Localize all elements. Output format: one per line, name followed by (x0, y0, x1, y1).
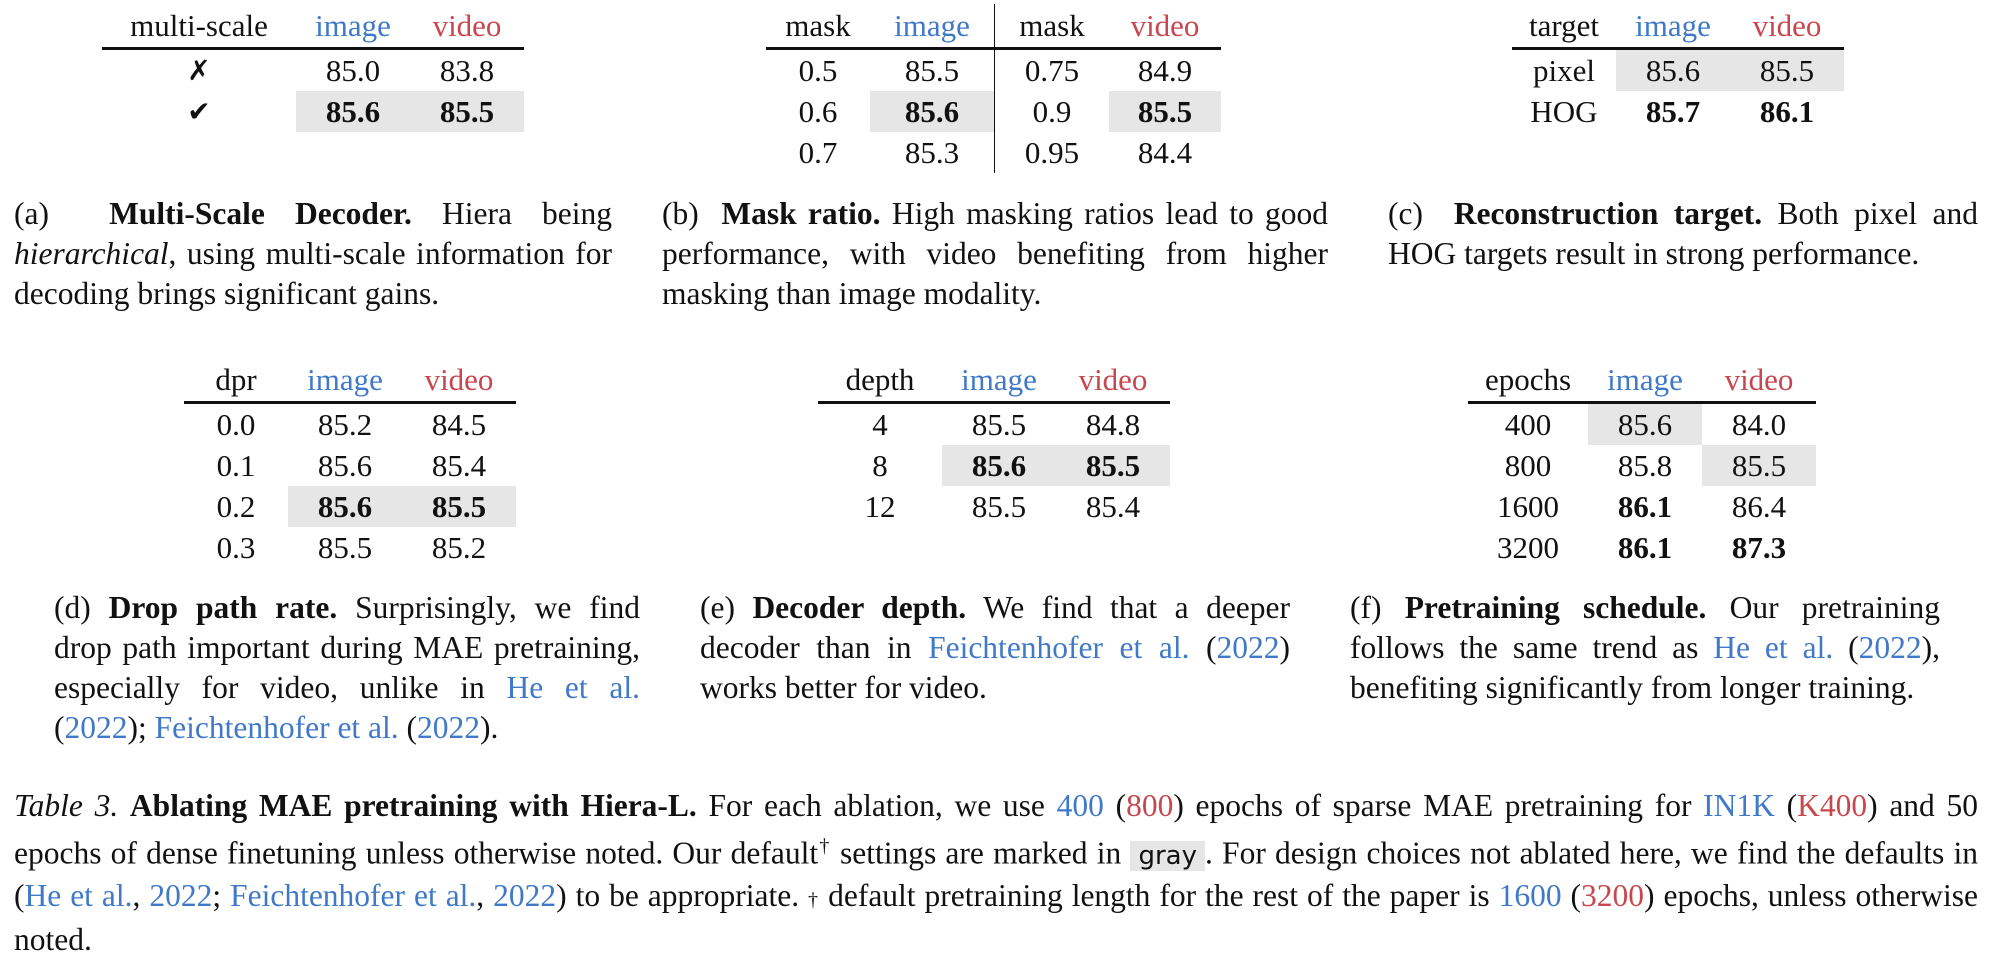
citation-link[interactable]: He et al. (1713, 630, 1834, 665)
mask-value: 0.9 (995, 91, 1110, 132)
citation-link[interactable]: He et al. (24, 877, 133, 913)
citation-link[interactable]: Feichtenhofer et al. (230, 877, 477, 913)
image-value: 85.8 (1617, 448, 1673, 483)
col-header-depth: depth (818, 358, 942, 403)
caption-e: (e) Decoder depth. We find that a deeper decoder than in Feichtenhofer et al. (2022) works better for video. (700, 590, 1291, 705)
gray-swatch: gray (1130, 841, 1205, 871)
col-header-image: image (942, 358, 1056, 403)
mask-value: 0.7 (798, 135, 838, 170)
table-row (102, 91, 524, 132)
table-row (1512, 49, 1844, 92)
col-header-video: video (1702, 358, 1816, 403)
depth-value: 8 (872, 448, 888, 483)
caption-label: (c) (1388, 196, 1423, 231)
check-icon: ✔ (187, 94, 211, 128)
caption-text: and 50 epochs of dense finetuning unless otherwise noted. Our default (14, 788, 1979, 871)
cross-icon: ✗ (187, 53, 211, 87)
caption-label: (e) (700, 590, 735, 625)
epochs-image-link[interactable]: 1600 (1498, 877, 1562, 913)
table-d (184, 358, 516, 568)
caption-label: (d) (54, 590, 91, 625)
video-value: 85.5 (410, 91, 524, 132)
table-row (1468, 486, 1816, 527)
citation-link[interactable]: He et al. (506, 670, 640, 705)
dpr-value: 0.3 (216, 530, 256, 565)
caption-emphasis: hierarchical (14, 236, 169, 271)
table-row (766, 132, 1221, 173)
citation-year-link[interactable]: 2022 (1858, 630, 1922, 665)
image-value: 85.6 (288, 486, 402, 527)
caption-text: . For design choices not ablated here, we find the defaults in ( (14, 835, 1979, 913)
caption-text: ; (138, 710, 155, 745)
table-row (1468, 445, 1816, 486)
image-value: 86.1 (1617, 530, 1673, 565)
image-value: 85.5 (317, 530, 373, 565)
caption-b (662, 194, 1328, 314)
col-header-image: image (1588, 358, 1702, 403)
target-value: HOG (1530, 94, 1598, 129)
citation-year-link[interactable]: 2022 (64, 710, 128, 745)
dataset-video-link[interactable]: K400 (1797, 788, 1868, 823)
mask-value: 0.95 (995, 132, 1110, 173)
caption-title: Mask ratio. (721, 196, 881, 231)
mask-value: 0.6 (798, 94, 838, 129)
table-row (818, 486, 1170, 527)
epochs-value: 800 (1504, 448, 1552, 483)
caption-text: . (490, 710, 499, 745)
caption-a (14, 194, 612, 314)
col-header-image: image (296, 4, 410, 49)
video-value: 85.2 (431, 530, 487, 565)
table-row (184, 486, 516, 527)
col-header-video: video (1056, 358, 1170, 403)
video-value: 83.8 (439, 53, 495, 88)
col-header-multi-scale: multi-scale (102, 4, 296, 49)
video-value: 87.3 (1731, 530, 1787, 565)
drop-path-rate-table (184, 358, 516, 568)
image-value: 85.0 (325, 53, 381, 88)
citation-year-link[interactable]: 2022 (417, 710, 481, 745)
table-caption: Table 3. Ablating MAE pretraining with Hiera-L. For each ablation, we use 400 (800) epochs of sparse MAE pretraining for IN1K (K400) and 50 epochs of dense finetuning unless otherwise noted. Our default† settings are marked in gray . For design choices not ablated here, we find the defaults in (He et al., 2022; Feichtenhofer et al., 2022) to be appropriate. † default pretraining length for the rest of the paper is 1600 (3200) epochs, unless otherwise noted. (14, 788, 1979, 957)
table-row (1468, 403, 1816, 446)
caption-text: settings are marked in (830, 835, 1131, 871)
caption-label: (a) (14, 196, 49, 231)
mask-ratio-table (766, 4, 1221, 173)
col-header-image: image (870, 4, 995, 49)
video-value: 85.5 (402, 486, 516, 527)
table-e (818, 358, 1170, 527)
citation-year-link[interactable]: 2022 (1216, 630, 1280, 665)
caption-text: High masking ratios lead to good performance, with video benefiting from higher masking than image modality. (662, 196, 1329, 311)
table-row (102, 49, 524, 92)
caption-text: epochs, unless otherwise noted. (14, 877, 1978, 957)
table-row (818, 403, 1170, 446)
col-header-video: video (410, 4, 524, 49)
table-c (1512, 4, 1844, 132)
epochs-value: 400 (1504, 407, 1552, 442)
image-value: 85.5 (971, 407, 1027, 442)
caption-text: We find that a deeper decoder than in (700, 590, 1291, 665)
image-value: 85.6 (1588, 403, 1702, 446)
citation-link[interactable]: Feichtenhofer et al. (928, 630, 1190, 665)
caption-text: , using multi-scale information for decoding brings significant gains. (14, 236, 612, 311)
image-value: 85.6 (942, 445, 1056, 486)
caption-f: (f) Pretraining schedule. Our pretraining follows the same trend as He et al. (2022), benefiting significantly from longer training. (1350, 590, 1941, 705)
col-header-mask: mask (995, 4, 1110, 49)
video-value: 84.8 (1085, 407, 1141, 442)
caption-c (1388, 194, 1978, 274)
image-value: 85.7 (1645, 94, 1701, 129)
image-value: 85.5 (971, 489, 1027, 524)
table-row (766, 91, 1221, 132)
caption-label: (b) (662, 196, 699, 231)
image-value: 85.6 (1616, 49, 1730, 92)
table-row (818, 445, 1170, 486)
table-row (766, 49, 1221, 92)
caption-text: Both pixel and HOG targets result in strong performance. (1388, 196, 1978, 271)
caption-text: epochs of sparse MAE pretraining for (1183, 788, 1704, 823)
table-label: Table 3. (14, 788, 119, 823)
dpr-value: 0.0 (216, 407, 256, 442)
mask-value: 0.75 (995, 49, 1110, 92)
citation-year-link[interactable]: 2022 (493, 877, 557, 913)
dagger-mark: † (818, 835, 831, 857)
caption-title: Decoder depth. (752, 590, 967, 625)
image-value: 86.1 (1617, 489, 1673, 524)
caption-text: default pretraining length for the rest of the paper is (819, 877, 1499, 913)
caption-title: Reconstruction target. (1453, 196, 1763, 231)
table-row (184, 445, 516, 486)
caption-title: Multi-Scale Decoder. (109, 196, 412, 231)
caption-text: For each ablation, we use (708, 788, 1057, 823)
video-value: 84.0 (1731, 407, 1787, 442)
citation-year-link[interactable]: 2022 (149, 877, 213, 913)
epochs-value: 1600 (1497, 489, 1559, 524)
image-value: 85.3 (904, 135, 960, 170)
depth-value: 4 (872, 407, 888, 442)
caption-label: (f) (1350, 590, 1382, 625)
table-row (184, 527, 516, 568)
table-a (102, 4, 524, 132)
table-row (1468, 527, 1816, 568)
reconstruction-target-table (1512, 4, 1844, 132)
dagger-mark: † (808, 888, 820, 911)
dpr-value: 0.1 (216, 448, 256, 483)
table-title: Ablating MAE pretraining with Hiera-L. (129, 788, 697, 823)
col-header-video: video (402, 358, 516, 403)
epochs-value: 3200 (1497, 530, 1559, 565)
table-f (1468, 358, 1816, 568)
epochs-image-link[interactable]: 400 (1056, 788, 1104, 823)
table-row (1512, 91, 1844, 132)
image-value: 85.6 (296, 91, 410, 132)
col-header-dpr: dpr (184, 358, 288, 403)
image-value: 85.5 (904, 53, 960, 88)
video-value: 84.4 (1137, 135, 1193, 170)
dataset-image-link[interactable]: IN1K (1703, 788, 1775, 823)
pretraining-schedule-table (1468, 358, 1816, 568)
caption-text: Hiera being (441, 196, 613, 231)
col-header-target: target (1512, 4, 1616, 49)
video-value: 85.4 (431, 448, 487, 483)
video-value: 85.5 (1702, 445, 1816, 486)
epochs-video-link[interactable]: 3200 (1581, 877, 1645, 913)
video-value: 85.5 (1109, 91, 1221, 132)
video-value: 84.5 (431, 407, 487, 442)
epochs-video-link[interactable]: 800 (1126, 788, 1174, 823)
image-value: 85.2 (317, 407, 373, 442)
video-value: 86.4 (1731, 489, 1787, 524)
video-value: 85.5 (1730, 49, 1844, 92)
image-value: 85.6 (317, 448, 373, 483)
video-value: 84.9 (1137, 53, 1193, 88)
caption-d: (d) Drop path rate. Surprisingly, we find drop path important during MAE pretraining, especially for video, unlike in He et al. (2022); Feichtenhofer et al. (2022). (54, 590, 641, 745)
col-header-epochs: epochs (1468, 358, 1588, 403)
citation-link[interactable]: Feichtenhofer et al. (154, 710, 399, 745)
decoder-depth-table (818, 358, 1170, 527)
mask-value: 0.5 (798, 53, 838, 88)
col-header-image: image (1616, 4, 1730, 49)
caption-text: Our pretraining follows the same trend as (1350, 590, 1941, 665)
col-header-image: image (288, 358, 402, 403)
video-value: 85.4 (1085, 489, 1141, 524)
table-row (184, 403, 516, 446)
depth-value: 12 (864, 489, 896, 524)
image-value: 85.6 (870, 91, 995, 132)
target-value: pixel (1533, 53, 1595, 88)
caption-text: Surprisingly, we find drop path important during MAE pretraining, especially for video, unlike in (54, 590, 641, 705)
col-header-video: video (1730, 4, 1844, 49)
caption-text: , benefiting significantly from longer training. (1350, 630, 1940, 705)
table-b (766, 4, 1221, 173)
caption-text: ) to be appropriate. (556, 877, 809, 913)
caption-text: works better for video. (700, 670, 987, 705)
multi-scale-table (102, 4, 524, 132)
caption-title: Pretraining schedule. (1404, 590, 1707, 625)
caption-title: Drop path rate. (108, 590, 338, 625)
video-value: 85.5 (1056, 445, 1170, 486)
col-header-video: video (1109, 4, 1221, 49)
dpr-value: 0.2 (216, 489, 256, 524)
video-value: 86.1 (1759, 94, 1815, 129)
col-header-mask: mask (766, 4, 870, 49)
